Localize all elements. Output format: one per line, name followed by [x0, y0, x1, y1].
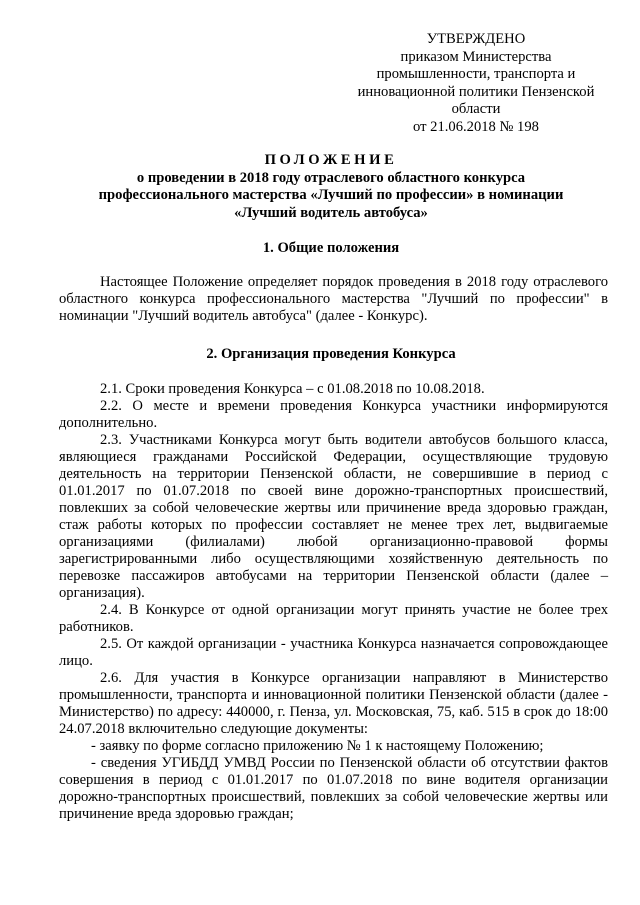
document-title — [58, 152, 604, 222]
section-2-heading — [58, 346, 604, 364]
approval-line: области — [451, 101, 501, 117]
approval-line: промышленности, транспорта и — [376, 66, 576, 82]
approval-line: инновационной политики Пензенской — [357, 83, 595, 100]
section-heading-text: 2. Организация проведения Конкурса — [206, 346, 456, 362]
section-1-heading — [58, 240, 604, 258]
title-line: о проведении в 2018 году отраслевого областного конкурса — [136, 169, 526, 186]
section-1-paragraph: Настоящее Положение определяет порядок проведения в 2018 году отраслевого областного конкурса профессионального мастерства "Лучший по профессии" в номинации "Лучший водитель автобуса" (далее - Конкурс). — [59, 274, 608, 324]
clause-2-4: 2.4. В Конкурсе от одной организации могут принять участие не более трех работников. — [59, 602, 608, 635]
approval-stamp-block — [345, 31, 607, 136]
clause-2-6: 2.6. Для участия в Конкурсе организации направляют в Министерство промышленности, транспорта и инновационной политики Пензенской области (далее - Министерство) по адресу: 440000, г. Пенза, ул. Московская, 75, каб. 515 в срок до 18:00 24.07.2018 включительно следующие документы: — [59, 670, 608, 737]
clause-2-2: 2.2. О месте и времени проведения Конкурса участники информируются дополнительно. — [59, 398, 608, 431]
approval-line: приказом Министерства — [400, 48, 552, 65]
section-1-body — [59, 274, 608, 325]
list-item-traffic-police-info: - сведения УГИБДД УМВД России по Пензенской области об отсутствии фактов совершения в период с 01.01.2017 по 01.07.2018 по вине водителя организации дорожно-транспортных происшествий, повлекших за собой человеческие жертвы или причинение вреда здоровью граждан; — [59, 755, 608, 822]
title-line: профессионального мастерства «Лучший по профессии» в номинации — [98, 187, 564, 203]
clause-2-1: 2.1. Сроки проведения Конкурса – с 01.08.2018 по 10.08.2018. — [100, 381, 485, 397]
title-line: «Лучший водитель автобуса» — [234, 204, 428, 221]
approval-line: УТВЕРЖДЕНО — [426, 31, 526, 47]
list-item-application: - заявку по форме согласно приложению № 1 к настоящему Положению; — [91, 738, 544, 754]
section-2-body — [59, 381, 608, 823]
clause-2-5: 2.5. От каждой организации - участника Конкурса назначается сопровождающее лицо. — [59, 636, 608, 669]
section-heading-text: 1. Общие положения — [262, 240, 400, 256]
clause-2-3: 2.3. Участниками Конкурса могут быть водители автобусов большого класса, являющиеся гражданами Российской Федерации, осуществляющие трудовую деятельность на территории Пензенской области, не совершившие в период с 01.01.2017 по 01.07.2018 по своей вине дорожно-транспортных происшествий, повлекших за собой человеческие жертвы или причинение вреда здоровью граждан, стаж работы которых по профессии составляет не менее трех лет, выдвигаемые организациями (филиалами) любой организационно-правовой формы зарегистрированными либо осуществляющими хозяйственную деятельность по перевозке пассажиров автобусами на территории Пензенской области (далее – организация). — [59, 432, 608, 601]
title-word: ПОЛОЖЕНИЕ — [264, 152, 398, 168]
approval-line: от 21.06.2018 № 198 — [413, 118, 539, 135]
